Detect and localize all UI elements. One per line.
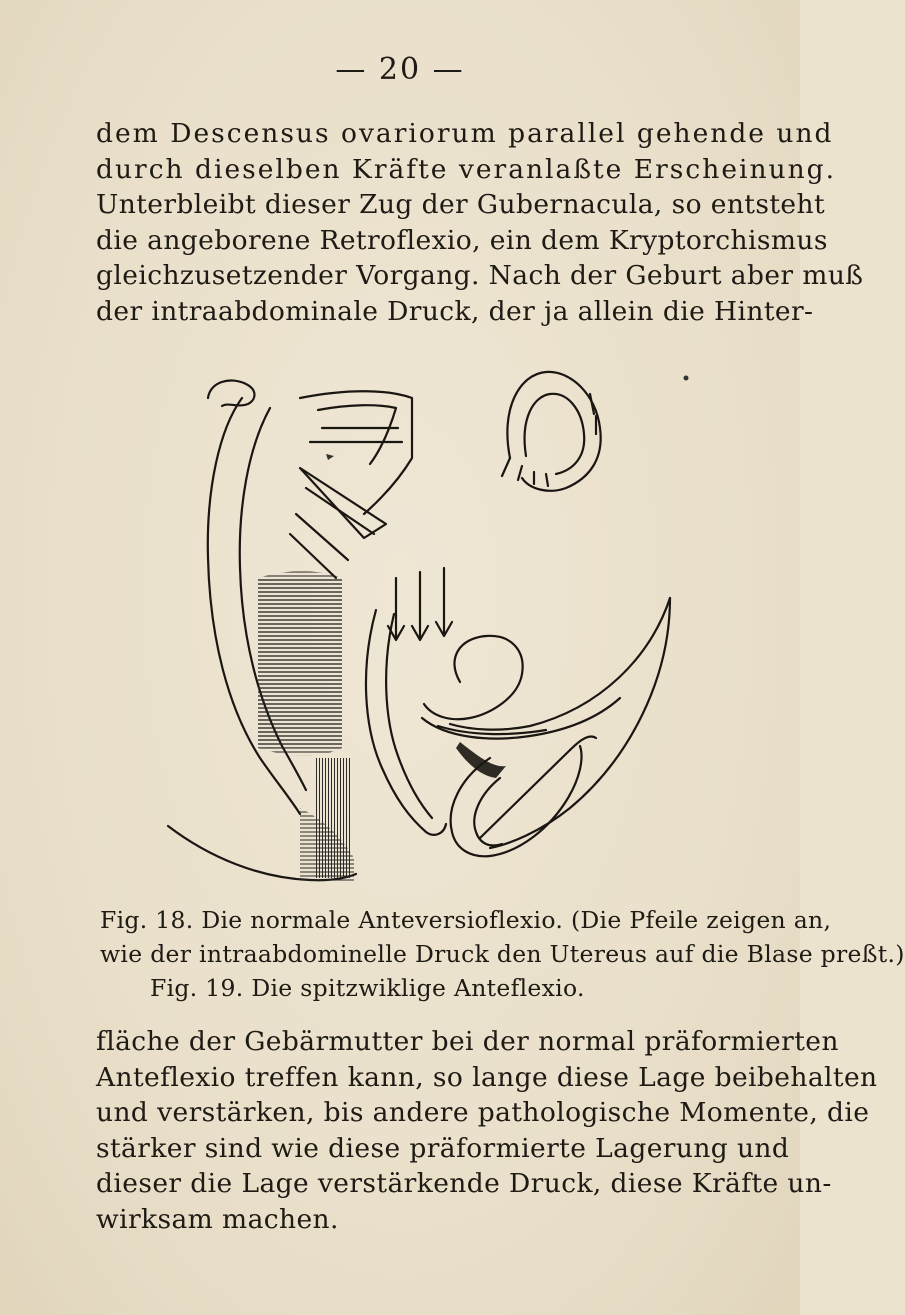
upper-right-loop xyxy=(507,372,600,491)
anatomical-figure xyxy=(150,338,710,898)
central-organ-outline xyxy=(366,610,446,835)
central-organ-inner xyxy=(386,614,432,818)
upper-right-loop-inner xyxy=(525,394,585,474)
figure-caption-line-2: wie der intraabdominelle Druck den Utereus auf die Blase preßt.) xyxy=(100,940,905,968)
text-line: dem Descensus ovariorum parallel gehende und xyxy=(96,118,834,149)
page-number: — 20 — xyxy=(335,52,465,87)
loop-outline-top-left xyxy=(208,380,255,406)
text-line: die angeborene Retroflexio, ein dem Kryptorchismus xyxy=(96,224,828,256)
figure-caption-line-1: Fig. 18. Die normale Anteversioflexio. (Die Pfeile zeigen an, xyxy=(100,906,832,934)
arrow-3 xyxy=(436,568,452,636)
text-line: wirksam machen. xyxy=(96,1203,339,1235)
text-line: stärker sind wie diese präformierte Lagerung und xyxy=(96,1132,790,1164)
text-line: der intraabdominale Druck, der ja allein die Hinter- xyxy=(96,295,814,327)
text-line: Anteflexio treffen kann, so lange diese Lage beibehalten xyxy=(96,1061,878,1093)
paragraph-top xyxy=(96,116,864,329)
uterus-diagram xyxy=(150,338,710,898)
text-line: dieser die Lage verstärkende Druck, diese Kräfte un- xyxy=(96,1168,832,1199)
text-line: und verstärken, bis andere pathologische Momente, die xyxy=(96,1097,870,1128)
bladder-outline xyxy=(424,636,523,719)
text-line: Unterbleibt dieser Zug der Gubernacula, so entsteht xyxy=(96,189,826,220)
arrow-2 xyxy=(412,572,428,640)
text-line: gleichzusetzender Vorgang. Nach der Geburt aber muß xyxy=(96,260,864,291)
text-line: durch dieselben Kräfte veranlaßte Erscheinung. xyxy=(96,153,837,185)
text-line: fläche der Gebärmutter bei der normal präformierten xyxy=(96,1026,839,1057)
figure-caption-line-3: Fig. 19. Die spitzwiklige Anteflexio. xyxy=(150,974,585,1002)
small-dot-mark xyxy=(684,376,689,381)
arrow-1 xyxy=(388,578,404,640)
right-long-curve xyxy=(450,598,670,730)
paragraph-bottom xyxy=(96,1024,878,1237)
lower-organ-inner xyxy=(474,778,502,846)
